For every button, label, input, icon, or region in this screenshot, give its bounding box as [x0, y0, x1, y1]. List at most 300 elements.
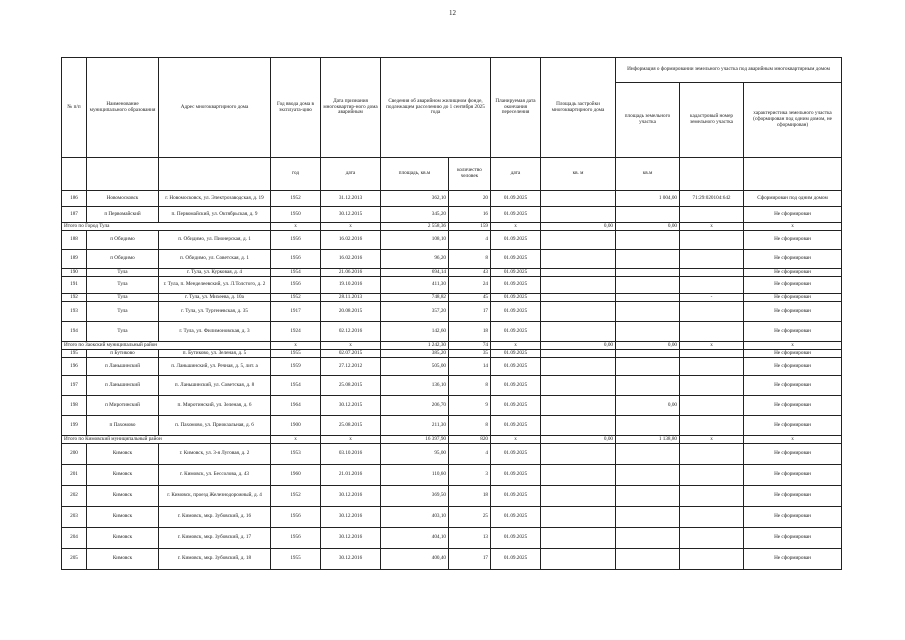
- cell-area: 748,82: [381, 294, 449, 302]
- subtotal-row: [62, 342, 842, 350]
- cell-planned: 01.09.2025: [491, 250, 541, 269]
- cell-year: 1956: [271, 507, 321, 528]
- cell-planned: 01.09.2025: [491, 444, 541, 465]
- cell-address: г. Кимовск, мкр. Зубовский, д. 17: [159, 528, 271, 549]
- header-cadastral: кадастровый номер земельного участка: [680, 83, 744, 158]
- unit-land: кв.м: [616, 158, 680, 191]
- cell-planned: 01.09.2025: [491, 277, 541, 294]
- cell-cadastral: [680, 465, 744, 486]
- cell-people: 3: [449, 465, 491, 486]
- cell-land-char: x: [744, 342, 842, 350]
- cell-address: г. Тула, ул. Михеева, д. 10а: [159, 294, 271, 302]
- cell-address: г. Кимовск, ул. Бессолова, д. 43: [159, 465, 271, 486]
- subtotal-row: [62, 223, 842, 231]
- cell-municipality: Кимовск: [87, 465, 159, 486]
- cell-year: x: [271, 436, 321, 444]
- cell-num: 187: [62, 207, 87, 223]
- cell-land: [616, 207, 680, 223]
- cell-municipality: Тула: [87, 322, 159, 342]
- cell-built: 0,00: [541, 342, 616, 350]
- cell-cadastral: [680, 277, 744, 294]
- cell-land: [616, 528, 680, 549]
- cell-people: 17: [449, 549, 491, 570]
- cell-planned: 01.09.2025: [491, 507, 541, 528]
- cell-date: x: [321, 436, 381, 444]
- cell-year: 1953: [271, 444, 321, 465]
- cell-num: 201: [62, 465, 87, 486]
- cell-cadastral: [680, 207, 744, 223]
- cell-land: [616, 376, 680, 396]
- cell-built: [541, 549, 616, 570]
- cell-num: 204: [62, 528, 87, 549]
- cell-num: 199: [62, 416, 87, 436]
- cell-date: 30.12.2016: [321, 549, 381, 570]
- cell-planned: 01.09.2025: [491, 376, 541, 396]
- table-row: [62, 231, 842, 250]
- header-address: Адрес многоквартирного дома: [159, 58, 271, 158]
- cell-date: 31.12.2013: [321, 191, 381, 207]
- cell-planned: 01.09.2025: [491, 269, 541, 277]
- cell-people: 16: [449, 207, 491, 223]
- cell-date: 30.12.2016: [321, 528, 381, 549]
- cell-built: [541, 416, 616, 436]
- cell-cadastral: [680, 231, 744, 250]
- cell-people: 159: [449, 223, 491, 231]
- cell-municipality: п Ланьшинский: [87, 376, 159, 396]
- cell-date: 30.12.2015: [321, 396, 381, 416]
- cell-area: 108,10: [381, 231, 449, 250]
- cell-num: 202: [62, 486, 87, 507]
- cell-land-char: Не сформирован: [744, 416, 842, 436]
- header-land-char: характеристика земельного участка (сформирован под одним домом, не сформирован): [744, 83, 842, 158]
- table-row: [62, 528, 842, 549]
- cell-built: [541, 231, 616, 250]
- cell-land: 0,00: [616, 396, 680, 416]
- cell-cadastral: [680, 302, 744, 322]
- cell-built: [541, 322, 616, 342]
- cell-area: 211,30: [381, 416, 449, 436]
- cell-planned: 01.09.2025: [491, 294, 541, 302]
- table-row: [62, 350, 842, 358]
- cell-year: 1954: [271, 376, 321, 396]
- cell-people: 24: [449, 277, 491, 294]
- table-row: [62, 322, 842, 342]
- cell-num: 205: [62, 549, 87, 570]
- cell-land-char: Не сформирован: [744, 396, 842, 416]
- cell-address: г. Новомосковск, ул. Электрозаводская, д. 19: [159, 191, 271, 207]
- table-row: [62, 191, 842, 207]
- cell-year: 1954: [271, 269, 321, 277]
- cell-date: 21.01.2016: [321, 465, 381, 486]
- cell-cadastral: [680, 444, 744, 465]
- cell-municipality: п Пахомово: [87, 416, 159, 436]
- cell-people: 35: [449, 350, 491, 358]
- cell-area: 505,00: [381, 358, 449, 376]
- table-header: [62, 58, 842, 191]
- cell-area: 694,14: [381, 269, 449, 277]
- cell-land: 0,00: [616, 342, 680, 350]
- cell-built: [541, 507, 616, 528]
- unit-planned: дата: [491, 158, 541, 191]
- emergency-housing-table: [61, 57, 842, 570]
- cell-cadastral: [680, 250, 744, 269]
- cell-address: г. Кимовск, мкр. Зубовский, д. 18: [159, 549, 271, 570]
- cell-land-char: Не сформирован: [744, 231, 842, 250]
- table-row: [62, 416, 842, 436]
- cell-land: [616, 416, 680, 436]
- cell-date: x: [321, 342, 381, 350]
- cell-address: г. Кимовск, проезд Железнодорожный, д. 4: [159, 486, 271, 507]
- cell-land: 0,00: [616, 223, 680, 231]
- cell-municipality: Кимовск: [87, 486, 159, 507]
- cell-municipality: Кимовск: [87, 507, 159, 528]
- cell-land-char: Не сформирован: [744, 350, 842, 358]
- cell-land-char: Не сформирован: [744, 277, 842, 294]
- cell-land-char: Сформирован под одним домом: [744, 191, 842, 207]
- cell-land: [616, 549, 680, 570]
- cell-municipality: Тула: [87, 269, 159, 277]
- cell-land-char: Не сформирован: [744, 269, 842, 277]
- unit-date: дата: [321, 158, 381, 191]
- cell-date: 03.10.2016: [321, 444, 381, 465]
- cell-date: 28.11.2013: [321, 294, 381, 302]
- cell-area: 136,10: [381, 376, 449, 396]
- cell-built: 0,00: [541, 223, 616, 231]
- cell-address: п. Миротинский, ул. Зеленая, д. 6: [159, 396, 271, 416]
- cell-built: [541, 277, 616, 294]
- cell-planned: 01.09.2025: [491, 396, 541, 416]
- cell-date: 02.12.2016: [321, 322, 381, 342]
- header-municipality: Наименование муниципального образования: [87, 58, 159, 158]
- cell-num: 203: [62, 507, 87, 528]
- cell-built: [541, 207, 616, 223]
- cell-cadastral: [680, 269, 744, 277]
- cell-people: 13: [449, 528, 491, 549]
- cell-planned: x: [491, 436, 541, 444]
- table-row: [62, 277, 842, 294]
- cell-date: 21.06.2016: [321, 269, 381, 277]
- cell-municipality: Тула: [87, 294, 159, 302]
- cell-address: п. Бутиково, ул. Зеленая, д. 5: [159, 350, 271, 358]
- cell-year: 1956: [271, 231, 321, 250]
- cell-address: г. Тула, ул. Тургеневская, д. 35: [159, 302, 271, 322]
- cell-area: 16 397,90: [381, 436, 449, 444]
- cell-year: 1956: [271, 250, 321, 269]
- cell-people: 820: [449, 436, 491, 444]
- cell-planned: 01.09.2025: [491, 207, 541, 223]
- cell-built: [541, 191, 616, 207]
- cell-people: 4: [449, 231, 491, 250]
- cell-year: 1956: [271, 528, 321, 549]
- cell-land: [616, 358, 680, 376]
- cell-land: [616, 444, 680, 465]
- cell-year: 1952: [271, 191, 321, 207]
- cell-area: 345,20: [381, 207, 449, 223]
- cell-municipality: Тула: [87, 277, 159, 294]
- header-year-commissioned: Год ввода дома в эксплуата-цию: [271, 58, 321, 158]
- cell-cadastral: [680, 549, 744, 570]
- unit-area: площадь, кв.м: [381, 158, 449, 191]
- cell-cadastral: -: [680, 294, 744, 302]
- cell-area: 1 242,30: [381, 342, 449, 350]
- subtotal-label: Итого по Город Тула: [62, 223, 271, 231]
- table-row: [62, 549, 842, 570]
- cell-built: [541, 465, 616, 486]
- cell-area: 400,40: [381, 549, 449, 570]
- cell-land: [616, 507, 680, 528]
- cell-year: 1924: [271, 322, 321, 342]
- cell-planned: 01.09.2025: [491, 231, 541, 250]
- cell-address: п. Обидимо, ул. Пионерская, д. 1: [159, 231, 271, 250]
- cell-cadastral: [680, 507, 744, 528]
- cell-land-char: Не сформирован: [744, 444, 842, 465]
- cell-year: x: [271, 223, 321, 231]
- cell-municipality: п Бутиково: [87, 350, 159, 358]
- cell-cadastral: x: [680, 342, 744, 350]
- cell-date: 25.08.2015: [321, 376, 381, 396]
- cell-area: 411,30: [381, 277, 449, 294]
- cell-area: 403,10: [381, 507, 449, 528]
- cell-land-char: Не сформирован: [744, 207, 842, 223]
- header-land-area: площадь земельного участка: [616, 83, 680, 158]
- cell-land-char: Не сформирован: [744, 358, 842, 376]
- cell-people: 9: [449, 396, 491, 416]
- cell-land: [616, 231, 680, 250]
- cell-planned: 01.09.2025: [491, 465, 541, 486]
- cell-built: [541, 302, 616, 322]
- cell-people: 20: [449, 191, 491, 207]
- cell-address: г. Тула, ул. Курковая, д. 4: [159, 269, 271, 277]
- cell-planned: 01.09.2025: [491, 322, 541, 342]
- cell-year: 1960: [271, 465, 321, 486]
- cell-cadastral: [680, 486, 744, 507]
- cell-cadastral: x: [680, 436, 744, 444]
- table-row: [62, 486, 842, 507]
- table-row: [62, 507, 842, 528]
- cell-planned: 01.09.2025: [491, 416, 541, 436]
- cell-year: 1955: [271, 549, 321, 570]
- unit-people: количество человек: [449, 158, 491, 191]
- cell-planned: x: [491, 342, 541, 350]
- cell-address: п. Обидимо, ул. Советская, д. 1: [159, 250, 271, 269]
- cell-date: x: [321, 223, 381, 231]
- cell-year: 1952: [271, 294, 321, 302]
- cell-year: 1950: [271, 207, 321, 223]
- cell-land-char: Не сформирован: [744, 376, 842, 396]
- cell-land-char: Не сформирован: [744, 507, 842, 528]
- cell-built: [541, 269, 616, 277]
- cell-land-char: Не сформирован: [744, 294, 842, 302]
- cell-year: x: [271, 342, 321, 350]
- cell-year: 1964: [271, 396, 321, 416]
- cell-date: 16.02.2016: [321, 231, 381, 250]
- cell-land: 1 138,80: [616, 436, 680, 444]
- cell-built: [541, 528, 616, 549]
- cell-municipality: п Обидимо: [87, 250, 159, 269]
- cell-area: 110,60: [381, 465, 449, 486]
- cell-land: [616, 465, 680, 486]
- cell-area: 362,10: [381, 191, 449, 207]
- cell-municipality: Кимовск: [87, 444, 159, 465]
- cell-address: п. Ланьшинский, ул. Речная, д. 5, лит. а: [159, 358, 271, 376]
- cell-planned: 01.09.2025: [491, 549, 541, 570]
- cell-land-char: Не сформирован: [744, 302, 842, 322]
- subtotal-label: Итого по Кимовский муниципальный район: [62, 436, 271, 444]
- header-planned-date: Планируемая дата окончания переселения: [491, 58, 541, 158]
- cell-land-char: Не сформирован: [744, 528, 842, 549]
- cell-num: 190: [62, 269, 87, 277]
- cell-num: 198: [62, 396, 87, 416]
- unit-built: кв. м: [541, 158, 616, 191]
- cell-people: 8: [449, 250, 491, 269]
- cell-address: г. Кимовск, ул. 3-я Луговая, д. 2: [159, 444, 271, 465]
- cell-area: 385,20: [381, 350, 449, 358]
- cell-year: 1900: [271, 416, 321, 436]
- cell-year: 1955: [271, 350, 321, 358]
- cell-date: 27.12.2012: [321, 358, 381, 376]
- table-row: [62, 269, 842, 277]
- cell-cadastral: [680, 350, 744, 358]
- header-date-emergency: Дата признания многоквартир-ного дома аварийным: [321, 58, 381, 158]
- table-row: [62, 396, 842, 416]
- cell-num: 200: [62, 444, 87, 465]
- cell-date: 16.02.2016: [321, 250, 381, 269]
- cell-num: 189: [62, 250, 87, 269]
- cell-planned: 01.09.2025: [491, 358, 541, 376]
- cell-planned: 01.09.2025: [491, 191, 541, 207]
- cell-cadastral: [680, 528, 744, 549]
- cell-built: [541, 444, 616, 465]
- cell-num: 197: [62, 376, 87, 396]
- cell-municipality: п Ланьшинский: [87, 358, 159, 376]
- cell-people: 43: [449, 269, 491, 277]
- cell-address: п. Пахомово, ул. Приокзальная, д. 6: [159, 416, 271, 436]
- cell-planned: 01.09.2025: [491, 486, 541, 507]
- cell-year: 1959: [271, 358, 321, 376]
- cell-area: 206,70: [381, 396, 449, 416]
- cell-municipality: п Первомайский: [87, 207, 159, 223]
- cell-planned: x: [491, 223, 541, 231]
- cell-num: 194: [62, 322, 87, 342]
- cell-cadastral: 71:29:020104:642: [680, 191, 744, 207]
- cell-date: 25.08.2015: [321, 416, 381, 436]
- cell-num: 192: [62, 294, 87, 302]
- cell-date: 20.08.2015: [321, 302, 381, 322]
- cell-municipality: п Обидимо: [87, 231, 159, 250]
- cell-built: [541, 294, 616, 302]
- cell-area: 96,20: [381, 250, 449, 269]
- cell-land: 1 004,00: [616, 191, 680, 207]
- cell-date: 30.12.2016: [321, 507, 381, 528]
- cell-land: [616, 350, 680, 358]
- cell-people: 8: [449, 376, 491, 396]
- cell-built: [541, 396, 616, 416]
- table-row: [62, 250, 842, 269]
- cell-area: 404,10: [381, 528, 449, 549]
- table-row: [62, 294, 842, 302]
- cell-built: [541, 486, 616, 507]
- cell-land: [616, 486, 680, 507]
- cell-land-char: Не сформирован: [744, 465, 842, 486]
- cell-built: 0,00: [541, 436, 616, 444]
- cell-municipality: Кимовск: [87, 549, 159, 570]
- subtotal-row: [62, 436, 842, 444]
- cell-date: 02.07.2015: [321, 350, 381, 358]
- cell-people: 45: [449, 294, 491, 302]
- cell-people: 18: [449, 322, 491, 342]
- cell-land: [616, 269, 680, 277]
- subtotal-label: Итого по Заокский муниципальный район: [62, 342, 271, 350]
- cell-land-char: Не сформирован: [744, 549, 842, 570]
- unit-year: год: [271, 158, 321, 191]
- cell-people: 74: [449, 342, 491, 350]
- cell-area: 369,50: [381, 486, 449, 507]
- cell-area: 2 558,36: [381, 223, 449, 231]
- cell-cadastral: [680, 416, 744, 436]
- cell-municipality: Тула: [87, 302, 159, 322]
- cell-municipality: Новомосковск: [87, 191, 159, 207]
- cell-land: [616, 250, 680, 269]
- cell-people: 25: [449, 507, 491, 528]
- cell-land-char: x: [744, 223, 842, 231]
- cell-cadastral: [680, 358, 744, 376]
- cell-planned: 01.09.2025: [491, 528, 541, 549]
- cell-date: 30.12.2016: [321, 486, 381, 507]
- cell-planned: 01.09.2025: [491, 302, 541, 322]
- cell-people: 14: [449, 358, 491, 376]
- cell-municipality: Кимовск: [87, 528, 159, 549]
- cell-land: [616, 277, 680, 294]
- cell-area: 357,20: [381, 302, 449, 322]
- cell-area: 142,60: [381, 322, 449, 342]
- cell-built: [541, 358, 616, 376]
- cell-people: 18: [449, 486, 491, 507]
- cell-people: 4: [449, 444, 491, 465]
- cell-cadastral: x: [680, 223, 744, 231]
- cell-land-char: Не сформирован: [744, 486, 842, 507]
- table-body: [62, 191, 842, 570]
- table-row: [62, 302, 842, 322]
- cell-built: [541, 350, 616, 358]
- header-built-area: Площадь застройки многоквартирного дома: [541, 58, 616, 158]
- cell-land-char: x: [744, 436, 842, 444]
- cell-num: 186: [62, 191, 87, 207]
- table-row: [62, 444, 842, 465]
- cell-built: [541, 250, 616, 269]
- cell-num: 188: [62, 231, 87, 250]
- page-number: 12: [449, 9, 456, 17]
- table-row: [62, 376, 842, 396]
- cell-date: 19.10.2016: [321, 277, 381, 294]
- cell-cadastral: [680, 396, 744, 416]
- cell-built: [541, 376, 616, 396]
- header-land-info: Информация о формировании земельного участка под аварийным многоквартирным домом: [616, 58, 842, 83]
- table-row: [62, 358, 842, 376]
- cell-num: 191: [62, 277, 87, 294]
- header-num: № п/п: [62, 58, 87, 158]
- cell-num: 193: [62, 302, 87, 322]
- table-row: [62, 207, 842, 223]
- cell-date: 30.12.2015: [321, 207, 381, 223]
- cell-municipality: п Миротинский: [87, 396, 159, 416]
- cell-address: г. Кимовск, мкр. Зубовский, д. 16: [159, 507, 271, 528]
- cell-cadastral: [680, 322, 744, 342]
- cell-year: 1956: [271, 277, 321, 294]
- cell-num: 195: [62, 350, 87, 358]
- cell-address: п. Ланьшинский, ул. Советская, д. 8: [159, 376, 271, 396]
- cell-address: п. Первомайский, ул. Октябрьская, д. 9: [159, 207, 271, 223]
- cell-land: [616, 302, 680, 322]
